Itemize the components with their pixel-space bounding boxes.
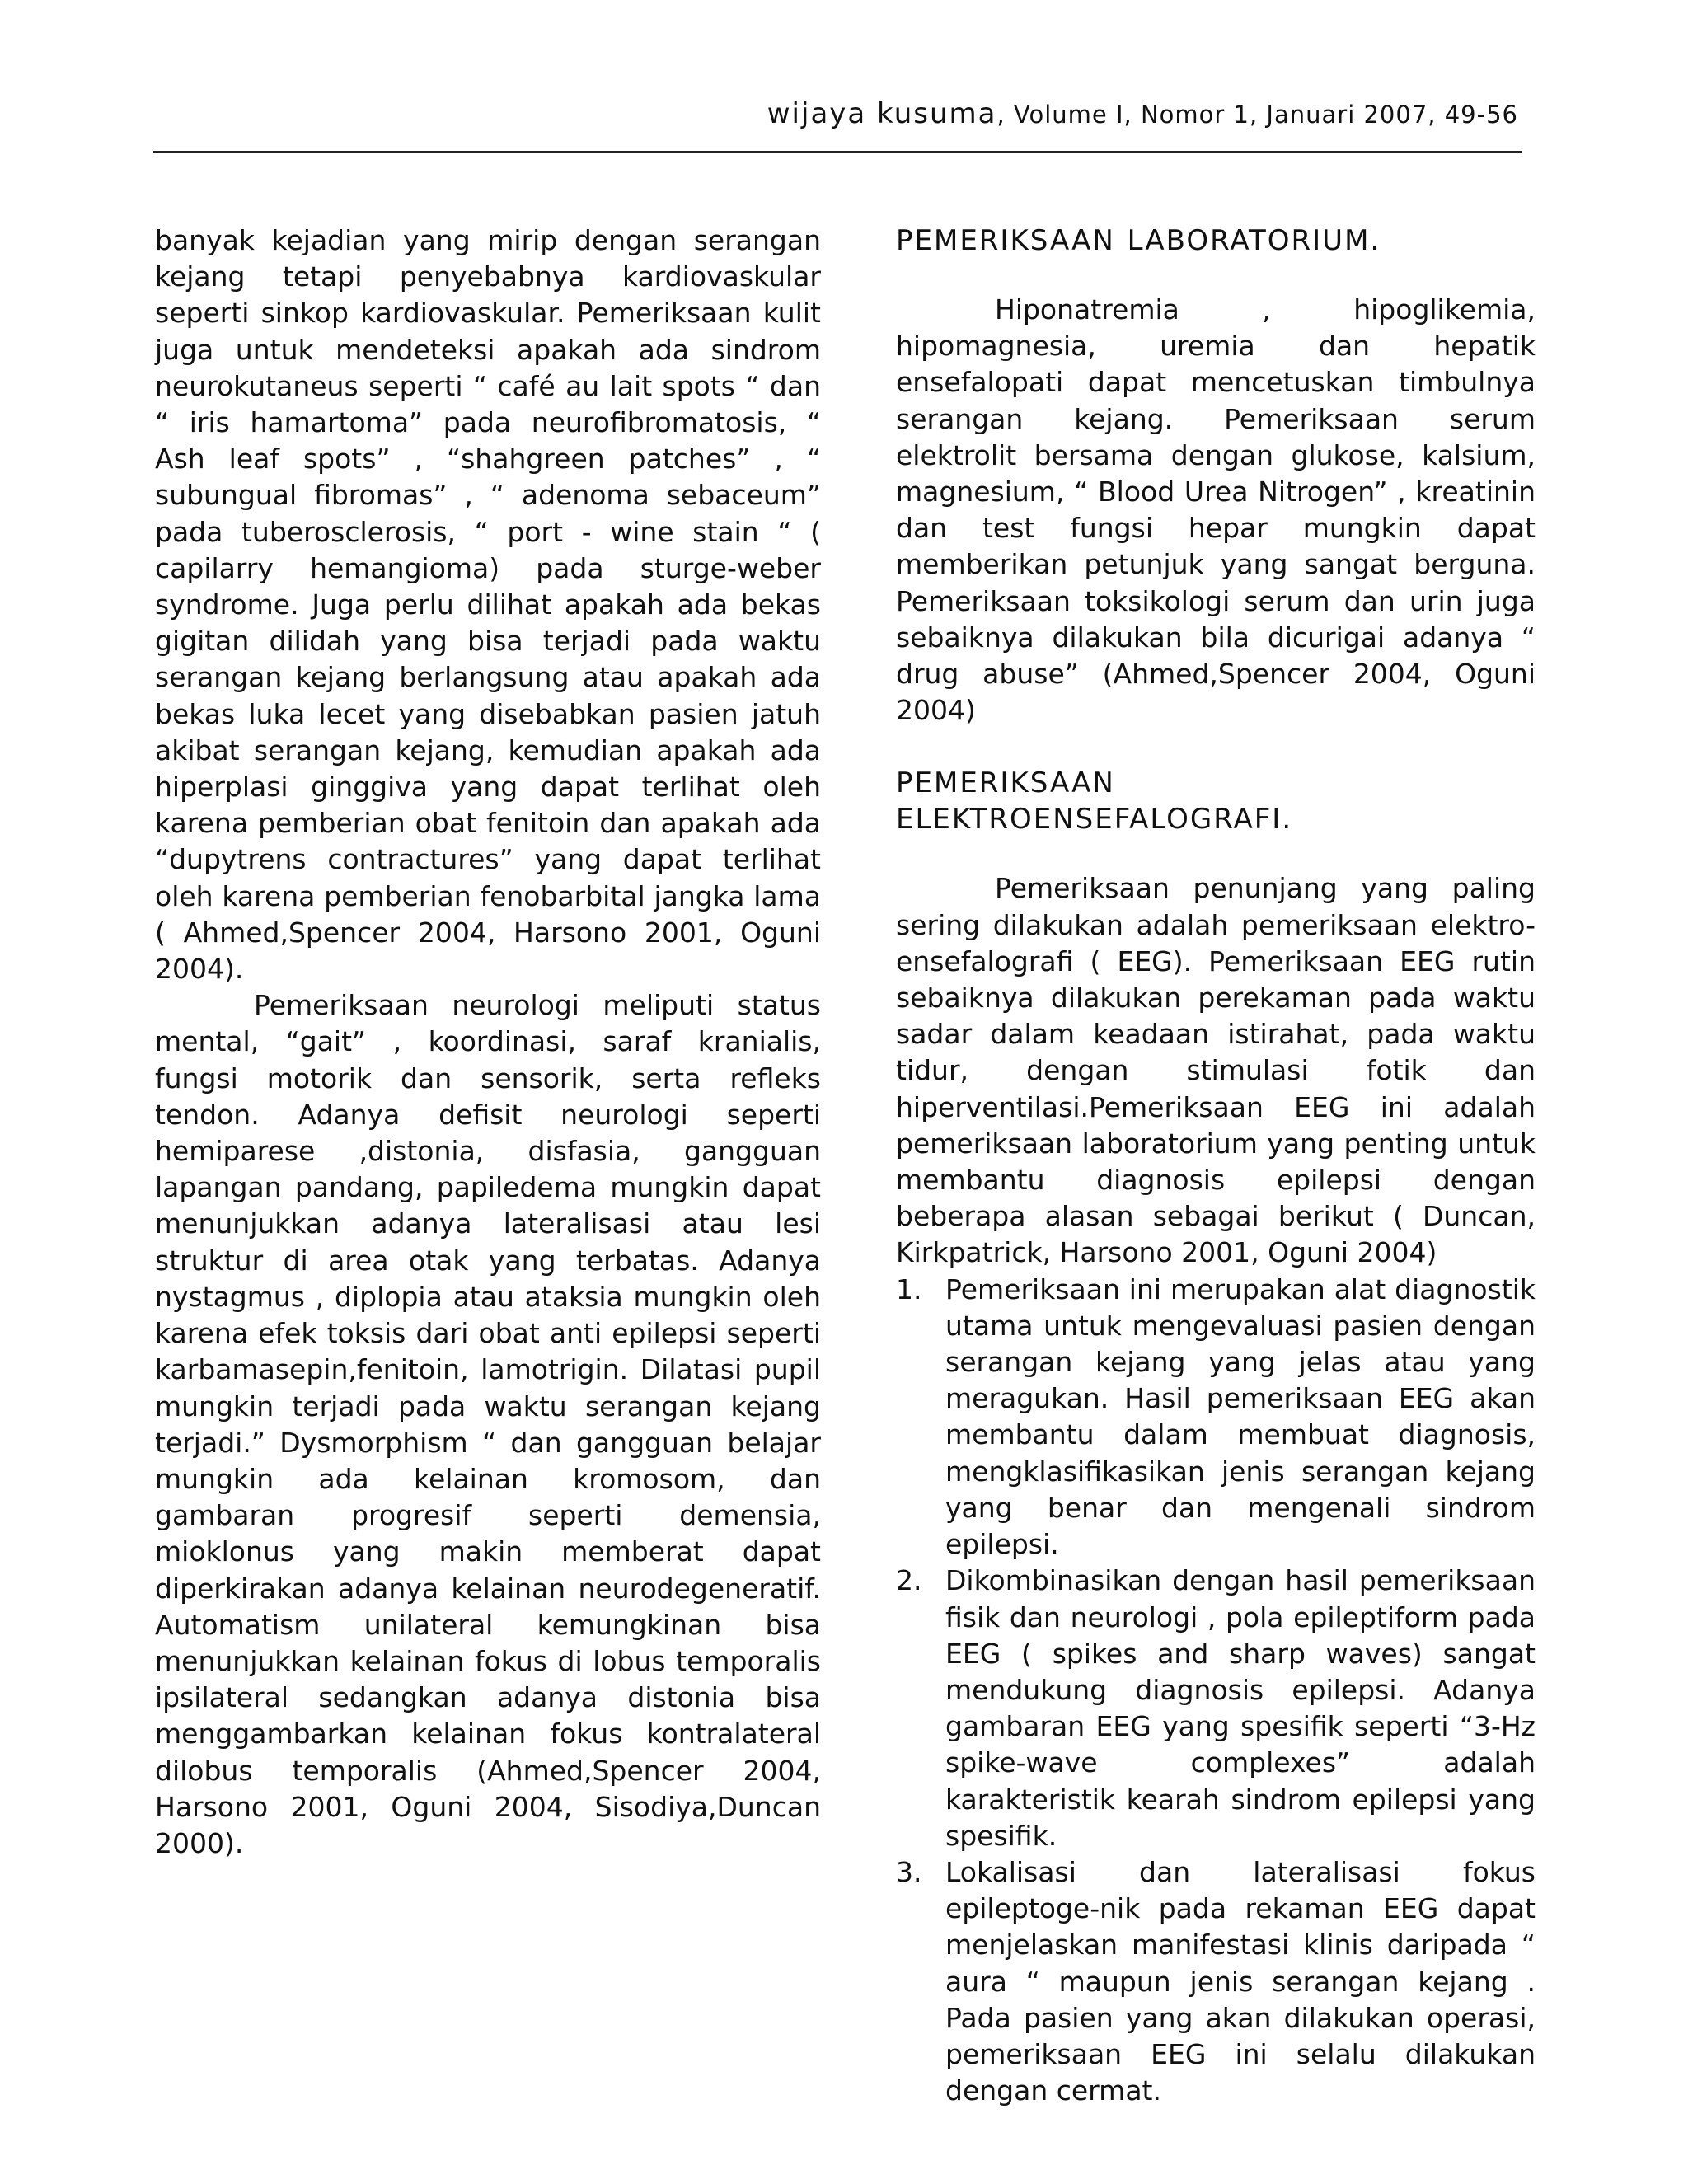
spacer [896, 259, 1536, 292]
list-item [896, 1854, 1536, 2109]
body-paragraph-physical-exam: banyak kejadian yang mirip dengan serangan kejang tetapi penyebabnya kardiovaskular seperti sinkop kardiovaskular. Pemeriksaan kulit juga untuk mendeteksi apakah ada sindrom neurokutaneus seperti “ café au lait spots “ dan “ iris hamartoma” pada neurofibromatosis, “ Ash leaf spots” , “shahgreen patches” , “ subungual fibromas” , “ adenoma sebaceum” pada tuberosclerosis, “ port - wine stain “ ( capilarry hemangioma) pada sturge-weber syndrome. Juga perlu dilihat apakah ada bekas gigitan dilidah yang bisa terjadi pada waktu serangan kejang berlangsung atau apakah ada bekas luka lecet yang disebabkan pasien jatuh akibat serangan kejang, kemudian apakah ada hiperplasi ginggiva yang dapat terlihat oleh karena pemberian obat fenitoin dan apakah ada “dupytrens contractures” yang dapat terlihat oleh karena pemberian fenobarbital jangka lama ( Ahmed,Spencer 2004, Harsono 2001, Oguni 2004). [155, 224, 821, 986]
list-item-text: Pemeriksaan ini merupakan alat diagnostik utama untuk mengevaluasi pasien dengan serangan kejang yang jelas atau yang meragukan. Hasil pemeriksaan EEG akan membantu dalam membuat diagnosis, mengklasifikasikan jenis serangan kejang yang benar dan mengenali sindrom epilepsi. [945, 1272, 1536, 1561]
spacer [896, 729, 1536, 765]
section-heading-eeg-line1: PEMERIKSAAN [896, 766, 1115, 800]
citation-info: , Volume I, Nomor 1, Januari 2007, 49-56 [996, 101, 1518, 129]
list-item-text: Dikombinasikan dengan hasil pemeriksaan fisik dan neurologi , pola epileptiform pada EEG ( spikes and sharp waves) sangat mendukung diagnosis epilepsi. Adanya gambaran EEG yang spesifik seperti “3-Hz spike-wave complexes” adalah karakteristik kearah sindrom epilepsi yang spesifik. [945, 1564, 1536, 1852]
left-column [155, 223, 821, 1862]
section-heading-eeg-line2: ELEKTROENSEFALOGRAFI. [896, 803, 1293, 837]
spacer [896, 837, 1536, 870]
running-header [153, 97, 1518, 131]
list-item-number: 2. [896, 1564, 922, 1597]
list-item [896, 1563, 1536, 1854]
list-item-number: 3. [896, 1855, 922, 1888]
body-paragraph-eeg: Pemeriksaan penunjang yang paling sering dilakukan adalah pemeriksaan elektro-ensefalografi ( EEG). Pemeriksaan EEG rutin sebaiknya dilakukan perekaman pada waktu sadar dalam keadaan istirahat, pada waktu tidur, dengan stimulasi fotik dan hiperventilasi.Pemeriksaan EEG ini adalah pemeriksaan laboratorium yang penting untuk membantu diagnosis epilepsi dengan beberapa alasan sebagai berikut ( Duncan, Kirkpatrick, Harsono 2001, Oguni 2004) [896, 872, 1536, 1269]
header-divider [153, 151, 1522, 153]
list-item [896, 1272, 1536, 1563]
section-heading-laboratory: PEMERIKSAAN LABORATORIUM. [896, 224, 1381, 257]
numbered-list [896, 1272, 1536, 2110]
body-paragraph-neurologic-exam: Pemeriksaan neurologi meliputi status mental, “gait” , koordinasi, saraf kranialis, fungsi motorik dan sensorik, serta refleks tendon. Adanya defisit neurologi seperti hemiparese ,distonia, disfasia, gangguan lapangan pandang, papiledema mungkin dapat menunjukkan adanya lateralisasi atau lesi struktur di area otak yang terbatas. Adanya nystagmus , diplopia atau ataksia mungkin oleh karena efek toksis dari obat anti epilepsi seperti karbamasepin,fenitoin, lamotrigin. Dilatasi pupil mungkin terjadi pada waktu serangan kejang terjadi.” Dysmorphism “ dan gangguan belajar mungkin ada kelainan kromosom, dan gambaran progresif seperti demensia, mioklonus yang makin memberat dapat diperkirakan adanya kelainan neurodegeneratif. Automatism unilateral kemungkinan bisa menunjukkan kelainan fokus di lobus temporalis ipsilateral sedangkan adanya distonia bisa menggambarkan kelainan fokus kontralateral dilobus temporalis (Ahmed,Spencer 2004, Harsono 2001, Oguni 2004, Sisodiya,Duncan 2000). [155, 989, 821, 1859]
section-heading-eeg [896, 765, 1536, 837]
body-paragraph-laboratory: Hiponatremia , hipoglikemia, hipomagnesia, uremia dan hepatik ensefalopati dapat mencetuskan timbulnya serangan kejang. Pemeriksaan serum elektrolit bersama dengan glukose, kalsium, magnesium, “ Blood Urea Nitrogen” , kreatinin dan test fungsi hepar mungkin dapat memberikan petunjuk yang sangat berguna. Pemeriksaan toksikologi serum dan urin juga sebaiknya dilakukan bila dicurigai adanya “ drug abuse” (Ahmed,Spencer 2004, Oguni 2004) [896, 293, 1536, 727]
journal-name: wijaya kusuma [767, 97, 997, 130]
list-item-text: Lokalisasi dan lateralisasi fokus epileptoge-nik pada rekaman EEG dapat menjelaskan manifestasi klinis daripada “ aura “ maupun jenis serangan kejang . Pada pasien yang akan dilakukan operasi, pemeriksaan EEG ini selalu dilakukan dengan cermat. [945, 1855, 1536, 2107]
list-item-number: 1. [896, 1272, 922, 1305]
right-column [896, 223, 1536, 2109]
